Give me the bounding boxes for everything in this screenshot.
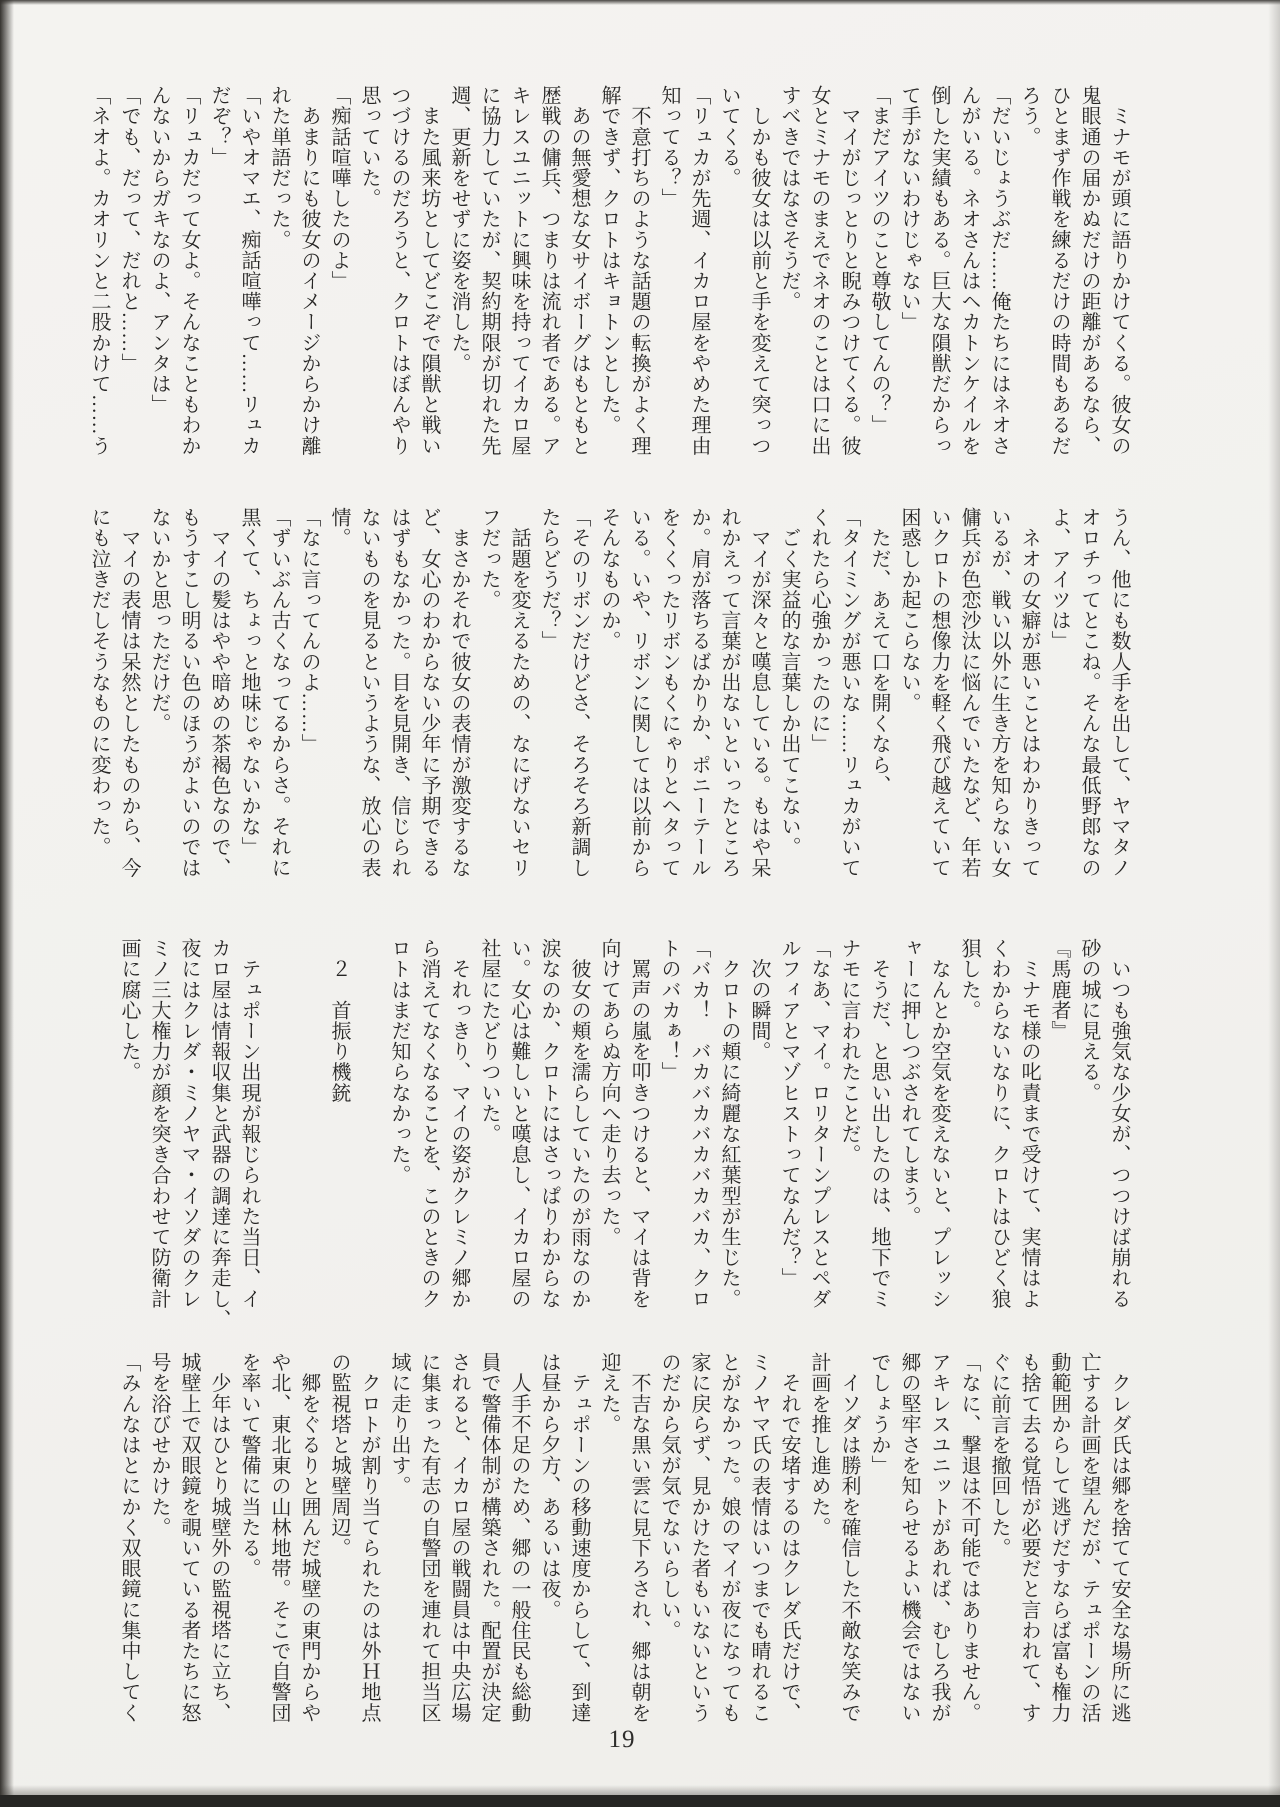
text-column: 傭兵が色恋沙汰に悩んでいたなど、年若 [958, 507, 980, 878]
text-column: 倒した実績もある。巨大な隕獣だからっ [928, 85, 950, 456]
text-column: マイがじっとりと睨みつけてくる。彼 [838, 85, 860, 456]
text-column: 「でも、だって、だれと……」 [118, 85, 140, 374]
text-column: は昼から夕方、あるいは夜。 [538, 1352, 560, 1620]
text-band-3 [114, 938, 1134, 1330]
text-column: 夜にはクレダ・ミノヤマ・イソダのクレ [178, 938, 200, 1309]
text-column: いてくる。 [718, 85, 740, 188]
text-column: そうだ、と思い出したのは、地下でミ [868, 938, 890, 1309]
text-column: いクロトの想像力を軽く飛び越えていて [928, 507, 950, 878]
text-column: ら消えてなくなることを、このときのク [418, 938, 440, 1309]
text-column: ただ、あえて口を開くなら、 [868, 507, 890, 796]
text-column: ルフィアとマゾヒストってなんだ？」 [778, 938, 800, 1289]
section-heading: ２ 首振り機銃 [328, 938, 350, 1103]
text-column: 「だいじょうぶだ……俺たちにはネオさ [988, 85, 1010, 456]
text-column: 彼女の頬を濡らしていたのが雨なのか [568, 938, 590, 1309]
text-column: もうすこし明るい色のほうがよいのでは [178, 507, 200, 878]
text-column: クロトの頬に綺麗な紅葉型が生じた。 [718, 938, 740, 1309]
text-column: い。女心は難しいと嘆息し、イカロ屋の [508, 938, 530, 1309]
text-column: 社屋にたどりついた。 [478, 938, 500, 1144]
text-column: 話題を変えるための、なにげないセリ [508, 507, 530, 878]
text-column: をくくったリボンもくにゃりとヘタって [658, 507, 680, 878]
text-column: れた単語だった。 [268, 85, 290, 250]
text-column: 「タイミングが悪いな……リュカがいて [838, 507, 860, 878]
text-column: にも泣きだしそうなものに変わった。 [88, 507, 110, 858]
text-column: 少年はひとり城壁外の監視塔に立ち、 [208, 1352, 230, 1723]
text-column: それで安堵するのはクレダ氏だけで、 [778, 1352, 800, 1723]
text-column: しかも彼女は以前と手を変えて突っつ [748, 85, 770, 456]
text-column: か。肩が落ちるばかりか、ポニーテール [688, 507, 710, 878]
text-column: ミノ三大権力が顔を突き合わせて防衛計 [148, 938, 170, 1309]
text-column: 歴戦の傭兵、つまりは流れ者である。ア [538, 85, 560, 456]
text-column: だぞ？」 [208, 85, 230, 168]
text-column: 城壁上で双眼鏡を覗いている者たちに怒 [178, 1352, 200, 1723]
text-column: くわからないなりに、クロトはひどく狼 [988, 938, 1010, 1309]
text-column: 砂の城に見える。 [1078, 938, 1100, 1103]
text-column: ネオの女癖が悪いことはわかりきって [1018, 507, 1040, 878]
text-column: ミノヤマ氏の表情はいつまでも晴れるこ [748, 1352, 770, 1723]
text-column: 「そのリボンだけどさ、そろそろ新調し [568, 507, 590, 878]
text-column: つづけるのだろうと、クロトはぼんやり [388, 85, 410, 456]
text-column: を率いて警備に当たる。 [238, 1352, 260, 1579]
text-column: クロトが割り当てられたのは外Ｈ地点 [358, 1352, 380, 1723]
text-column: うん、他にも数人手を出して、ヤマタノ [1108, 507, 1130, 878]
text-column: それっきり、マイの姿がクレミノ郷か [448, 938, 470, 1309]
text-column: 郷の堅牢さを知らせるよい機会ではない [898, 1352, 920, 1723]
text-column: あまりにも彼女のイメージからかけ離 [298, 85, 320, 456]
text-column: オロチってとこね。そんな最低野郎なの [1078, 507, 1100, 878]
text-column: テュポーン出現が報じられた当日、イ [238, 938, 260, 1309]
text-column: 不吉な黒い雲に見下ろされ、郷は朝を [628, 1352, 650, 1723]
text-column: いつも強気な少女が、つつけば崩れる [1108, 938, 1130, 1309]
text-column [294, 938, 324, 1316]
text-column: イソダは勝利を確信した不敵な笑みで [838, 1352, 860, 1723]
text-column: ろう。 [1018, 85, 1040, 147]
text-column: 域に走り出す。 [388, 1352, 410, 1497]
text-column: 『馬鹿者』 [1048, 938, 1070, 1041]
text-column: 「なに、撃退は不可能ではありません。 [958, 1352, 980, 1723]
text-column: また風来坊としてどこぞで隕獣と戦い [418, 85, 440, 456]
text-column: 迎えた。 [598, 1352, 620, 1435]
text-column [264, 938, 294, 1316]
text-column: 「まだアイツのこと尊敬してんの？」 [868, 85, 890, 436]
text-column: ャーに押しつぶされてしまう。 [898, 938, 920, 1227]
text-column: 罵声の嵐を叩きつけると、マイは背を [628, 938, 650, 1309]
text-column: 「リュカだって女よ。そんなこともわか [178, 85, 200, 456]
text-column: 鬼眼通の届かぬだけの距離があるなら、 [1078, 85, 1100, 456]
text-column: に協力していたが、契約期限が切れた先 [478, 85, 500, 456]
text-column: マイの表情は呆然としたものから、今 [118, 507, 140, 878]
text-column: 知ってる？」 [658, 85, 680, 209]
text-column: 員で警備体制が構築された。配置が決定 [478, 1352, 500, 1723]
text-column: 画に腐心した。 [118, 938, 140, 1083]
text-column: に集まった有志の自警団を連れて担当区 [418, 1352, 440, 1723]
text-column: んないからガキなのよ、アンタは」 [148, 85, 170, 415]
text-column: 黒くて、ちょっと地味じゃないかな」 [238, 507, 260, 858]
text-column: 動範囲からして逃げだすならば富も権力 [1048, 1352, 1070, 1723]
text-column: キレスユニットに興味を持ってイカロ屋 [508, 85, 530, 456]
text-column: や北、東北東の山林地帯。そこで自警団 [268, 1352, 290, 1723]
scan-edge-bottom [0, 1795, 1280, 1807]
text-column: 困惑しか起こらない。 [898, 507, 920, 713]
text-column: の監視塔と城壁周辺。 [328, 1352, 350, 1558]
text-column: 「バカ！ バカバカバカバカバカ、クロ [688, 938, 710, 1309]
text-column: フだった。 [478, 507, 500, 610]
text-column: 向けてあらぬ方向へ走り去った。 [598, 938, 620, 1247]
text-column: のだから気が気でないらしい。 [658, 1352, 680, 1641]
text-column: いる。いや、リボンに関しては以前から [628, 507, 650, 878]
text-column: 女とミナモのまえでネオのことは口に出 [808, 85, 830, 456]
text-column: 郷をぐるりと囲んだ城壁の東門からや [298, 1352, 320, 1723]
text-column: 次の瞬間。 [748, 938, 770, 1062]
text-column: カロ屋は情報収集と武器の調達に奔走し、 [208, 938, 230, 1330]
text-column: 週、更新をせずに姿を消した。 [448, 85, 470, 374]
text-column: 「みんなはとにかく双眼鏡に集中してく [118, 1352, 140, 1723]
text-column: 号を浴びせかけた。 [148, 1352, 170, 1538]
text-column: 「なに言ってんのよ……」 [298, 507, 320, 755]
text-column: とがなかった。娘のマイが夜になっても [718, 1352, 740, 1723]
text-column: でしょうか」 [868, 1352, 890, 1476]
text-column: 思っていた。 [358, 85, 380, 209]
text-column: はずもなかった。目を見開き、信じられ [388, 507, 410, 878]
text-column: ミナモが頭に語りかけてくる。彼女の [1108, 85, 1130, 456]
text-column: 人手不足のため、郷の一般住民も総動 [508, 1352, 530, 1723]
text-column: 狽した。 [958, 938, 980, 1021]
text-column: まさかそれで彼女の表情が激変するな [448, 507, 470, 878]
text-column: ないものを見るというような、放心の表 [358, 507, 380, 878]
text-column: 「いやオマエ、痴話喧嘩って……リュカ [238, 85, 260, 456]
text-column: 涙なのか、クロトにはさっぱりわからな [538, 938, 560, 1309]
text-band-1 [84, 85, 1134, 467]
page-number: 19 [608, 1726, 636, 1753]
text-column: マイが深々と嘆息している。もはや呆 [748, 507, 770, 878]
text-column: 亡する計画を望んだが、テュポーンの活 [1078, 1352, 1100, 1723]
scan-edge-top [0, 0, 1280, 5]
text-column: なんとか空気を変えないと、プレッシ [928, 938, 950, 1309]
text-column: ごく実益的な言葉しか出てこない。 [778, 507, 800, 858]
text-column: て手がないわけじゃない」 [898, 85, 920, 333]
text-column: あの無愛想な女サイボーグはもともと [568, 85, 590, 456]
text-column: アキレスユニットがあれば、むしろ我が [928, 1352, 950, 1723]
text-band-4 [114, 1352, 1134, 1730]
text-column [354, 938, 384, 1316]
scan-edge-left [0, 0, 14, 1807]
text-column: たらどうだ？」 [538, 507, 560, 652]
text-column: よ、アイツは」 [1048, 507, 1070, 652]
text-column: ぐに前言を撤回した。 [988, 1352, 1010, 1558]
text-column: されると、イカロ屋の戦闘員は中央広場 [448, 1352, 470, 1723]
text-column: ど、女心のわからない少年に予期できる [418, 507, 440, 878]
text-column: 解できず、クロトはキョトンとした。 [598, 85, 620, 436]
text-column: 「ずいぶん古くなってるからさ。それに [268, 507, 290, 878]
text-column: すべきではなさそうだ。 [778, 85, 800, 312]
text-column: ないかと思っただけだ。 [148, 507, 170, 734]
text-column: ひとまず作戦を練るだけの時間もあるだ [1048, 85, 1070, 456]
scan-edge-right [1268, 0, 1280, 1807]
text-column: んがいる。ネオさんはヘカトンケイルを [958, 85, 980, 456]
text-column: そんなものか。 [598, 507, 620, 652]
text-column: も捨て去る覚悟が必要だと言われて、す [1018, 1352, 1040, 1723]
text-column: れかえって言葉が出ないといったところ [718, 507, 740, 878]
text-column: 「リュカが先週、イカロ屋をやめた理由 [688, 85, 710, 456]
text-column: ロトはまだ知らなかった。 [388, 938, 410, 1186]
text-column: 計画を推し進めた。 [808, 1352, 830, 1538]
text-column: いるが、戦い以外に生き方を知らない女 [988, 507, 1010, 878]
text-column: クレダ氏は郷を捨てて安全な場所に逃 [1108, 1352, 1130, 1723]
text-column: トのバカぁ！」 [658, 938, 680, 1083]
text-column: 家に戻らず、見かけた者もいないという [688, 1352, 710, 1723]
text-column: 情。 [328, 507, 350, 549]
text-column: 「ネオよ。カオリンと二股かけて……う [88, 85, 110, 456]
text-band-2 [84, 507, 1134, 879]
scan-edge-bottom-shadow [0, 1785, 1280, 1795]
text-column: 不意打ちのような話題の転換がよく理 [628, 85, 650, 456]
text-column: マイの髪はやや暗めの茶褐色なので、 [208, 507, 230, 878]
text-column: 「痴話喧嘩したのよ」 [328, 85, 350, 291]
text-column: くれたら心強かったのに」 [808, 507, 830, 755]
text-column: テュポーンの移動速度からして、到達 [568, 1352, 590, 1723]
text-column: ナモに言われたことだ。 [838, 938, 860, 1165]
text-column: ミナモ様の叱責まで受けて、実情はよ [1018, 938, 1040, 1309]
text-column: 「なあ、マイ。ロリターンプレスとペダ [808, 938, 830, 1309]
